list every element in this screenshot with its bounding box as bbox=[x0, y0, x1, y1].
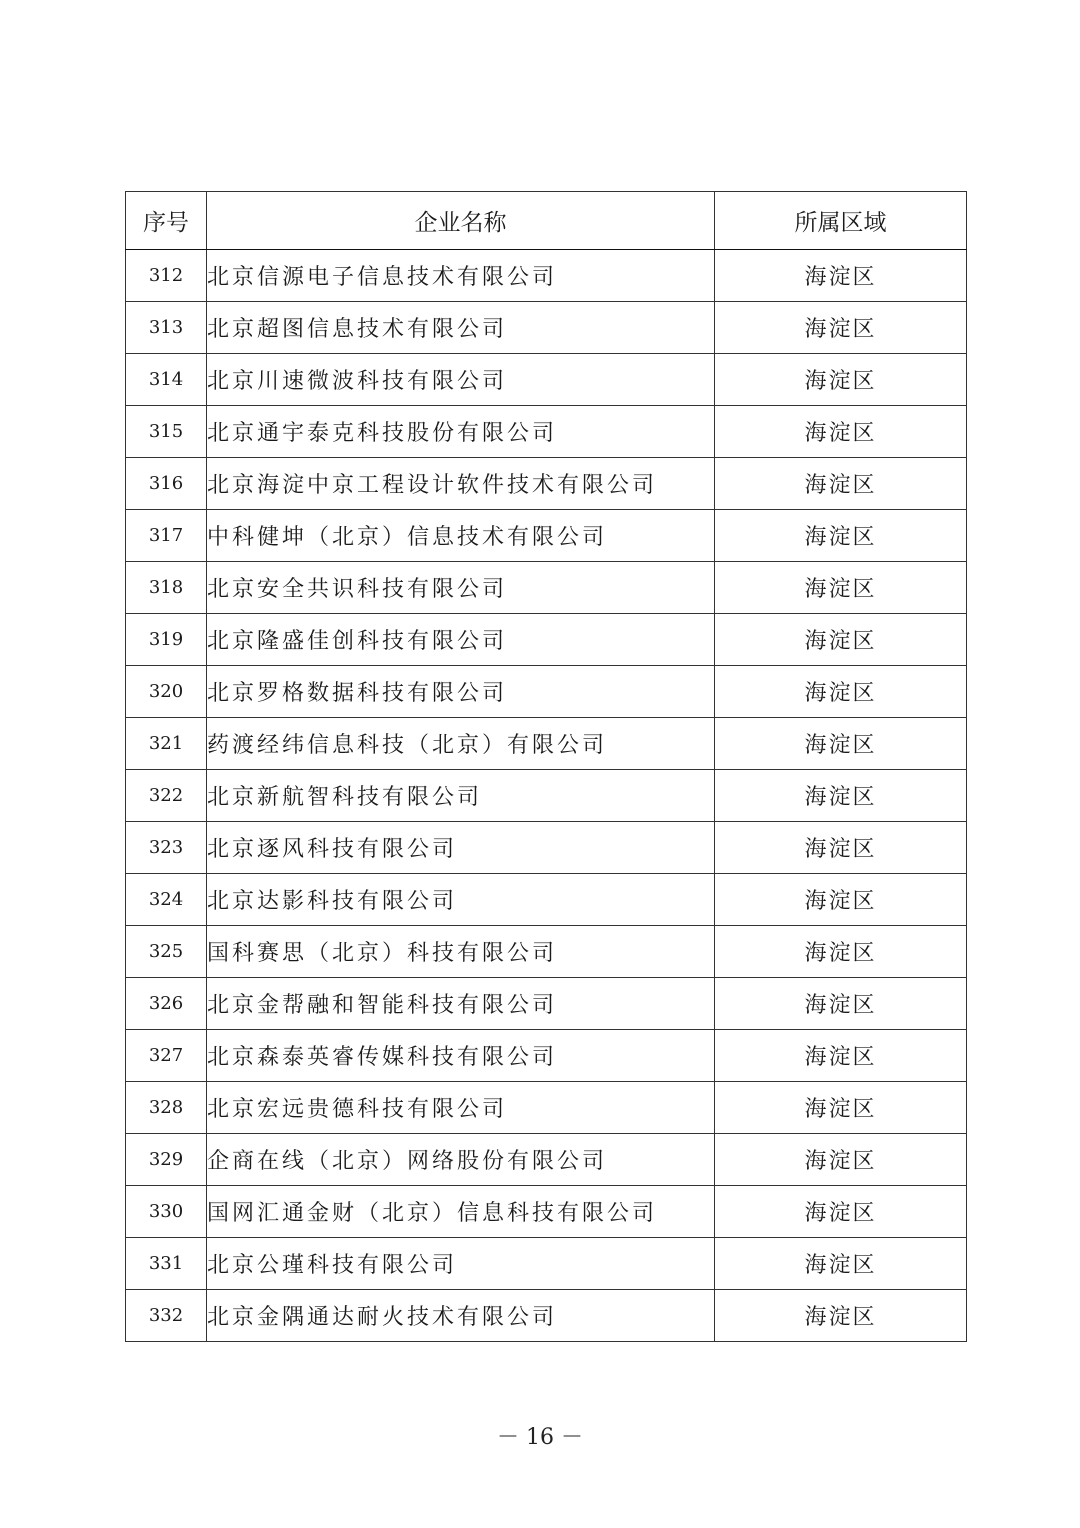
row-number: 321 bbox=[126, 718, 207, 770]
row-number: 313 bbox=[126, 302, 207, 354]
table-row bbox=[126, 614, 967, 666]
company-name: 北京海淀中京工程设计软件技术有限公司 bbox=[207, 458, 715, 510]
row-number: 318 bbox=[126, 562, 207, 614]
table-row bbox=[126, 1186, 967, 1238]
company-name: 北京公瑾科技有限公司 bbox=[207, 1238, 715, 1290]
company-name: 北京宏远贵德科技有限公司 bbox=[207, 1082, 715, 1134]
row-number: 327 bbox=[126, 1030, 207, 1082]
company-name: 北京超图信息技术有限公司 bbox=[207, 302, 715, 354]
row-number: 324 bbox=[126, 874, 207, 926]
district: 海淀区 bbox=[715, 770, 967, 822]
header-number: 序号 bbox=[126, 192, 207, 250]
table-row bbox=[126, 302, 967, 354]
district: 海淀区 bbox=[715, 406, 967, 458]
company-name: 国网汇通金财（北京）信息科技有限公司 bbox=[207, 1186, 715, 1238]
table-row bbox=[126, 874, 967, 926]
table-body bbox=[126, 250, 967, 1342]
row-number: 329 bbox=[126, 1134, 207, 1186]
company-name: 北京川速微波科技有限公司 bbox=[207, 354, 715, 406]
row-number: 325 bbox=[126, 926, 207, 978]
table-row bbox=[126, 1290, 967, 1342]
company-name: 北京罗格数据科技有限公司 bbox=[207, 666, 715, 718]
row-number: 316 bbox=[126, 458, 207, 510]
district: 海淀区 bbox=[715, 458, 967, 510]
table-row bbox=[126, 406, 967, 458]
table-row bbox=[126, 1238, 967, 1290]
company-name: 北京达影科技有限公司 bbox=[207, 874, 715, 926]
table-row bbox=[126, 822, 967, 874]
district: 海淀区 bbox=[715, 1134, 967, 1186]
company-name: 国科赛思（北京）科技有限公司 bbox=[207, 926, 715, 978]
company-name: 药渡经纬信息科技（北京）有限公司 bbox=[207, 718, 715, 770]
company-name: 北京新航智科技有限公司 bbox=[207, 770, 715, 822]
company-name: 中科健坤（北京）信息技术有限公司 bbox=[207, 510, 715, 562]
district: 海淀区 bbox=[715, 510, 967, 562]
row-number: 332 bbox=[126, 1290, 207, 1342]
district: 海淀区 bbox=[715, 1290, 967, 1342]
table-row bbox=[126, 978, 967, 1030]
district: 海淀区 bbox=[715, 1238, 967, 1290]
table-row bbox=[126, 1082, 967, 1134]
table-row bbox=[126, 562, 967, 614]
row-number: 317 bbox=[126, 510, 207, 562]
district: 海淀区 bbox=[715, 302, 967, 354]
row-number: 330 bbox=[126, 1186, 207, 1238]
company-name: 北京逐风科技有限公司 bbox=[207, 822, 715, 874]
company-name: 北京安全共识科技有限公司 bbox=[207, 562, 715, 614]
company-name: 企商在线（北京）网络股份有限公司 bbox=[207, 1134, 715, 1186]
district: 海淀区 bbox=[715, 926, 967, 978]
row-number: 319 bbox=[126, 614, 207, 666]
table-row bbox=[126, 510, 967, 562]
district: 海淀区 bbox=[715, 718, 967, 770]
company-name: 北京森泰英睿传媒科技有限公司 bbox=[207, 1030, 715, 1082]
district: 海淀区 bbox=[715, 614, 967, 666]
district: 海淀区 bbox=[715, 822, 967, 874]
row-number: 315 bbox=[126, 406, 207, 458]
table-row bbox=[126, 1134, 967, 1186]
row-number: 320 bbox=[126, 666, 207, 718]
company-name: 北京隆盛佳创科技有限公司 bbox=[207, 614, 715, 666]
row-number: 326 bbox=[126, 978, 207, 1030]
table-header bbox=[126, 192, 967, 250]
table-row bbox=[126, 926, 967, 978]
table-header-row bbox=[126, 192, 967, 250]
row-number: 322 bbox=[126, 770, 207, 822]
table-row bbox=[126, 250, 967, 302]
table-row bbox=[126, 718, 967, 770]
header-district: 所属区域 bbox=[715, 192, 967, 250]
row-number: 331 bbox=[126, 1238, 207, 1290]
district: 海淀区 bbox=[715, 562, 967, 614]
row-number: 328 bbox=[126, 1082, 207, 1134]
page-number: － 16 － bbox=[497, 1425, 583, 1450]
district: 海淀区 bbox=[715, 1030, 967, 1082]
district: 海淀区 bbox=[715, 874, 967, 926]
company-name: 北京金隅通达耐火技术有限公司 bbox=[207, 1290, 715, 1342]
table-row bbox=[126, 1030, 967, 1082]
company-list-table bbox=[125, 191, 967, 1342]
table-row bbox=[126, 354, 967, 406]
company-name: 北京通宇泰克科技股份有限公司 bbox=[207, 406, 715, 458]
district: 海淀区 bbox=[715, 978, 967, 1030]
district: 海淀区 bbox=[715, 1186, 967, 1238]
district: 海淀区 bbox=[715, 1082, 967, 1134]
table-row bbox=[126, 770, 967, 822]
row-number: 323 bbox=[126, 822, 207, 874]
header-company-name: 企业名称 bbox=[207, 192, 715, 250]
table-row bbox=[126, 458, 967, 510]
row-number: 314 bbox=[126, 354, 207, 406]
district: 海淀区 bbox=[715, 666, 967, 718]
row-number: 312 bbox=[126, 250, 207, 302]
company-name: 北京信源电子信息技术有限公司 bbox=[207, 250, 715, 302]
table-row bbox=[126, 666, 967, 718]
district: 海淀区 bbox=[715, 354, 967, 406]
company-name: 北京金帮融和智能科技有限公司 bbox=[207, 978, 715, 1030]
district: 海淀区 bbox=[715, 250, 967, 302]
